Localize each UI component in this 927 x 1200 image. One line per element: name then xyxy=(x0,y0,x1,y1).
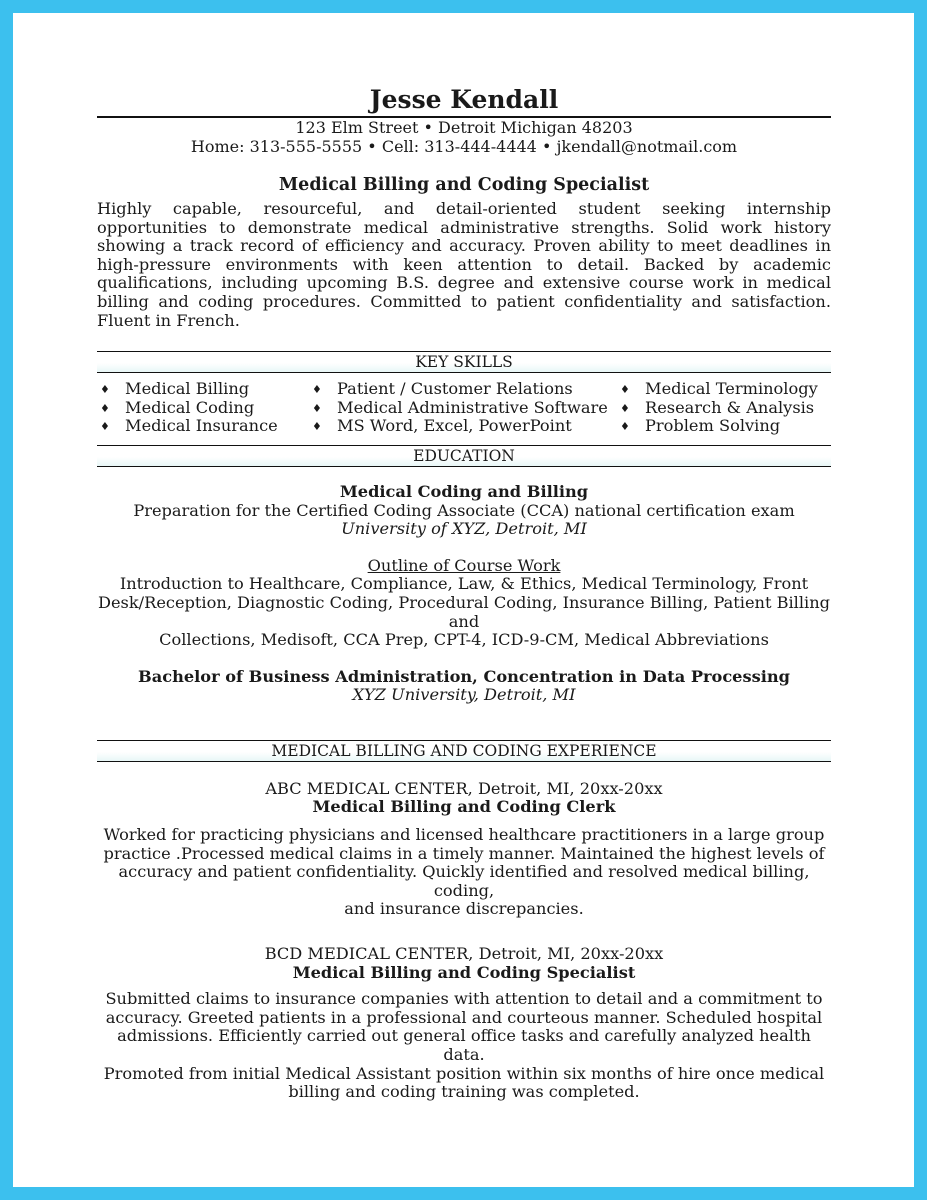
skill-item: ♦ Problem Solving xyxy=(620,416,781,436)
diamond-bullet-icon: ♦ xyxy=(100,420,110,434)
job-title: Medical Billing and Coding Specialist xyxy=(278,175,650,195)
job-description-line: accuracy and patient confidentiality. Quickly identified and resolved medical billing, coding, xyxy=(118,862,810,900)
skill-item: ♦ Research & Analysis xyxy=(620,397,815,417)
job-description-line: Submitted claims to insurance companies with attention to detail and a commitment to xyxy=(105,989,823,1009)
skills-column-3 xyxy=(617,380,831,436)
education-program: Medical Coding and Billing xyxy=(339,481,589,501)
job-description-line: accuracy. Greeted patients in a professional and courteous manner. Scheduled hospital xyxy=(105,1007,823,1027)
job-description-line: practice .Processed medical claims in a timely manner. Maintained the highest levels of xyxy=(103,843,825,863)
skills-list xyxy=(97,373,831,445)
job-role: Medical Billing and Coding Specialist xyxy=(292,962,636,982)
degree-school: XYZ University, Detroit, MI xyxy=(352,685,576,705)
diamond-bullet-icon: ♦ xyxy=(620,420,630,434)
course-outline-line: Introduction to Healthcare, Compliance, Law, & Ethics, Medical Terminology, Front xyxy=(119,574,809,594)
job-employer: BCD MEDICAL CENTER, Detroit, MI, 20xx-20xx xyxy=(264,944,664,964)
skill-item: ♦ MS Word, Excel, PowerPoint xyxy=(312,416,572,436)
skills-column-1 xyxy=(97,380,309,436)
diamond-bullet-icon: ♦ xyxy=(312,383,322,397)
skill-item: ♦ Medical Billing xyxy=(100,379,250,399)
diamond-bullet-icon: ♦ xyxy=(620,401,630,415)
skill-item: ♦ Medical Administrative Software xyxy=(312,397,608,417)
skill-item: ♦ Patient / Customer Relations xyxy=(312,379,573,399)
course-outline-title: Outline of Course Work xyxy=(367,555,561,575)
diamond-bullet-icon: ♦ xyxy=(100,383,110,397)
job-employer: ABC MEDICAL CENTER, Detroit, MI, 20xx-20xx xyxy=(265,778,663,798)
summary-paragraph: Highly capable, resourceful, and detail-oriented student seeking internship opportunities to demonstrate medical administrative strengths. Solid work history showing a track record of efficiency and accuracy. Proven ability to meet deadlines in high-pressure environments with keen attention to detail. Backed by academic qualifications, including upcoming B.S. degree and extensive course work in medical billing and coding procedures. Committed to patient confidentiality and satisfaction. Fluent in French. xyxy=(97,199,831,330)
job-description xyxy=(97,990,831,1102)
job-description-line: admissions. Efficiently carried out general office tasks and carefully analyzed health data. xyxy=(117,1026,811,1064)
experience-heading: MEDICAL BILLING AND CODING EXPERIENCE xyxy=(97,740,831,762)
job-description-line: and insurance discrepancies. xyxy=(344,899,584,919)
education-heading: EDUCATION xyxy=(97,445,831,467)
skill-item: ♦ Medical Terminology xyxy=(620,379,818,399)
skills-column-2 xyxy=(309,380,617,436)
course-outline-line: Collections, Medisoft, CCA Prep, CPT-4, ICD-9-CM, Medical Abbreviations xyxy=(159,630,769,650)
job-description xyxy=(97,826,831,919)
diamond-bullet-icon: ♦ xyxy=(620,383,630,397)
contact-address: 123 Elm Street • Detroit Michigan 48203 xyxy=(295,118,633,137)
skill-item: ♦ Medical Coding xyxy=(100,397,255,417)
education-school: University of XYZ, Detroit, MI xyxy=(341,519,587,539)
job-description-line: Worked for practicing physicians and licensed healthcare practitioners in a large group xyxy=(103,825,825,845)
diamond-bullet-icon: ♦ xyxy=(312,420,322,434)
degree-title: Bachelor of Business Administration, Concentration in Data Processing xyxy=(138,666,790,686)
job-description-line: Promoted from initial Medical Assistant position within six months of hire once medical xyxy=(103,1063,825,1083)
diamond-bullet-icon: ♦ xyxy=(100,401,110,415)
job-role: Medical Billing and Coding Clerk xyxy=(312,797,616,817)
contact-phones-email: Home: 313-555-5555 • Cell: 313-444-4444 • jkendall@notmail.com xyxy=(190,137,738,156)
skills-heading: KEY SKILLS xyxy=(97,351,831,373)
education-prep: Preparation for the Certified Coding Associate (CCA) national certification exam xyxy=(133,500,795,520)
applicant-name: Jesse Kendall xyxy=(369,85,559,114)
diamond-bullet-icon: ♦ xyxy=(312,401,322,415)
resume-document xyxy=(97,84,831,1102)
course-outline-line: Desk/Reception, Diagnostic Coding, Procedural Coding, Insurance Billing, Patient Billing and xyxy=(98,592,830,631)
job-description-line: billing and coding training was completed. xyxy=(288,1082,640,1102)
skill-item: ♦ Medical Insurance xyxy=(100,416,278,436)
